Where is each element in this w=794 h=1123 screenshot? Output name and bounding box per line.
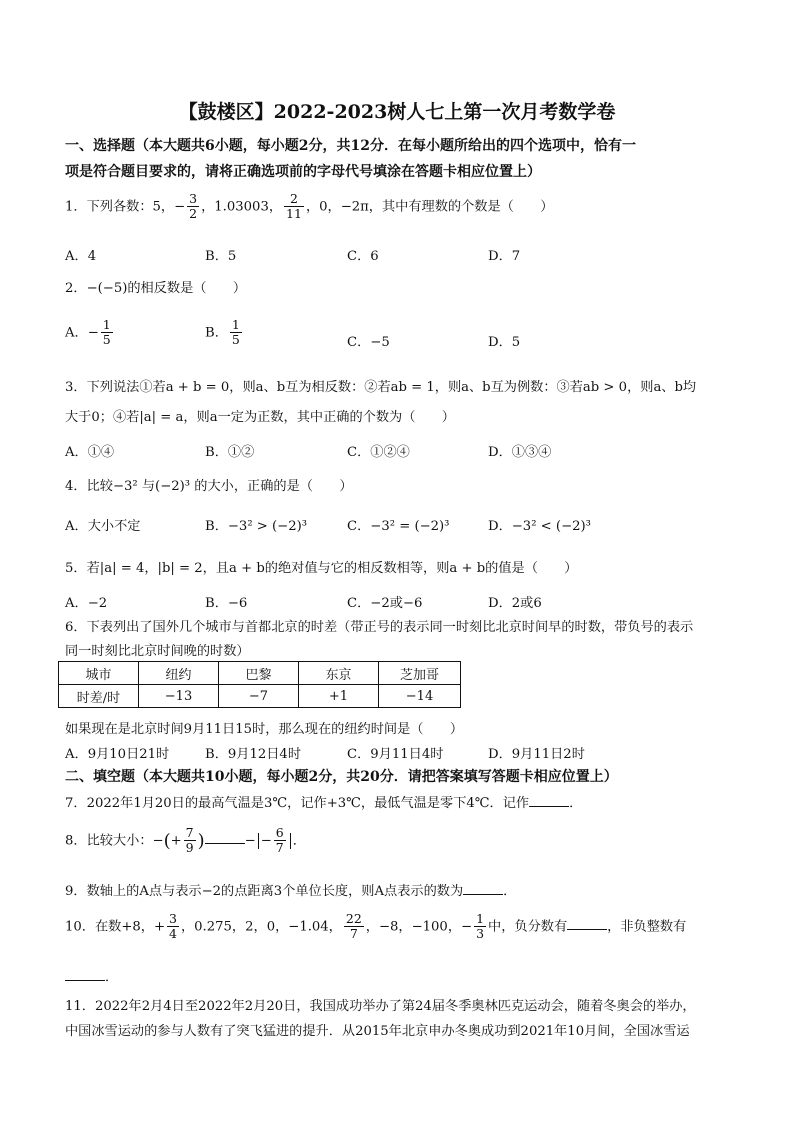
q2-option-b <box>205 318 244 348</box>
table-cell: 纽约 <box>139 662 219 685</box>
question-10-continuation <box>65 966 118 985</box>
question-3-line1: 3．下列说法①若a + b = 0，则a、b互为相反数：②若ab = 1，则a、b互为例数：③若ab > 0，则a、b均 <box>65 380 697 395</box>
q10-f2-den: 7 <box>349 926 358 942</box>
table-cell: 城市 <box>59 662 139 685</box>
q1-mid: ，1.03003， <box>201 199 283 215</box>
q5-option-d: D．2或6 <box>488 596 542 611</box>
table-cell: 巴黎 <box>219 662 299 685</box>
q8-end: ． <box>292 833 306 849</box>
q9-text: 9．数轴上的A点与表示−2的点距离3个单位长度，则A点表示的数为 <box>65 884 464 899</box>
q8-g-num: 6 <box>275 825 284 840</box>
question-2-stem: 2．−(−5)的相反数是（ ） <box>65 281 247 296</box>
q3-option-a: A．①④ <box>65 445 115 460</box>
q2-option-d: D．5 <box>488 335 521 350</box>
q2-option-c: C．−5 <box>347 335 390 350</box>
q2-optA-den: 5 <box>102 332 111 348</box>
table-cell: 东京 <box>299 662 379 685</box>
q6-option-b: B．9月12日4时 <box>205 747 302 762</box>
q10-fraction-2 <box>344 912 364 942</box>
time-difference-table <box>58 661 461 708</box>
question-7 <box>65 792 582 811</box>
table-cell: −14 <box>379 685 461 708</box>
q8-fraction-1 <box>184 826 196 856</box>
q10-f3-num: 1 <box>476 911 485 926</box>
question-10 <box>65 912 686 942</box>
table-row <box>59 685 461 708</box>
q4-option-a: A．大小不定 <box>65 519 141 534</box>
table-cell: −7 <box>219 685 299 708</box>
table-cell: −13 <box>139 685 219 708</box>
q10-f1-den: 4 <box>169 926 177 942</box>
question-4-stem: 4．比较−3² 与(−2)³ 的大小，正确的是（ ） <box>65 479 353 494</box>
q2-optB-prefix: B． <box>205 325 228 341</box>
q1-option-d: D．7 <box>488 249 521 264</box>
q1-prefix: 1．下列各数：5，− <box>65 199 186 215</box>
q7-text: 7．2022年1月20日的最高气温是3℃，记作+3℃，最低气温是零下4℃．记作 <box>65 796 530 811</box>
q8-f-den: 9 <box>185 840 194 856</box>
q8-inner-sign: + <box>170 833 182 849</box>
question-6-line2: 同一时刻比北京时间晚的时数） <box>65 644 250 659</box>
q8-f-num: 7 <box>185 825 194 840</box>
q1-f1-num: 3 <box>189 191 198 206</box>
question-3-line2: 大于0；④若|a| = a，则a一定为正数，其中正确的个数为（ ） <box>65 410 455 425</box>
question-8: 8．比较大小：−(+ $\frac{7}{9}$ ) − − $\frac{6}{7}$ ． <box>65 825 306 856</box>
table-header-row <box>59 662 461 685</box>
q2-optA-prefix: A．− <box>65 325 99 341</box>
q10-fraction-3 <box>474 912 486 942</box>
question-11-line1: 11．2022年2月4日至2022年2月20日，我国成功举办了第24届冬季奥林匹克运动会，随着冬奥会的举办， <box>65 999 696 1014</box>
question-6-line3: 如果现在是北京时间9月11日15时，那么现在的纽约时间是（ ） <box>65 722 464 737</box>
q5-option-a: A．−2 <box>65 596 108 611</box>
q9-end: ． <box>503 884 517 899</box>
q10-prefix: 10．在数+8，+ <box>65 919 166 935</box>
q10-suffix: 中，负分数有 <box>488 919 568 935</box>
q6-option-a: A．9月10日21时 <box>65 747 170 762</box>
answer-blank[interactable] <box>463 882 503 895</box>
q10-suffix2: ，非负整数有 <box>607 919 687 935</box>
question-11-line2: 中国冰雪运动的参与人数有了突飞猛进的提升．从2015年北京申办冬奥成功到2021年10月间，全国冰雪运 <box>65 1024 690 1039</box>
q4-option-d: D．−3² < (−2)³ <box>488 519 591 534</box>
q1-f2-num: 2 <box>284 192 304 207</box>
q1-f1-den: 2 <box>189 206 198 222</box>
section1-heading-line1: 一、选择题（本大题共6小题，每小题2分，共12分．在每小题所给出的四个选项中，恰有一 <box>65 138 636 154</box>
section2-heading: 二、填空题（本大题共10小题，每小题2分，共20分．请把答案填写答题卡相应位置上） <box>65 769 618 785</box>
q4-option-c: C．−3² = (−2)³ <box>347 519 450 534</box>
q2-optB-num: 1 <box>231 317 240 332</box>
q10-mid2: ，−8，−100，− <box>365 919 473 935</box>
q8-g-den: 7 <box>275 840 284 856</box>
q3-option-c: C．①②④ <box>347 445 410 460</box>
q10-f3-den: 3 <box>476 926 485 942</box>
q5-option-b: B．−6 <box>205 596 248 611</box>
q10-end: ． <box>105 970 119 985</box>
q1-option-b: B．5 <box>205 249 237 264</box>
answer-blank[interactable] <box>529 794 569 807</box>
q1-f2-den: 11 <box>286 206 302 222</box>
q3-option-d: D．①③④ <box>488 445 552 460</box>
abs-bar-right <box>290 833 291 849</box>
page-title: 【鼓楼区】2022-2023树人七上第一次月考数学卷 <box>178 101 616 123</box>
open-paren: ( <box>163 830 171 852</box>
q5-option-c: C．−2或−6 <box>347 596 423 611</box>
q10-f2-num: 22 <box>345 911 362 926</box>
q2-optA-fraction <box>101 318 113 348</box>
q2-optB-fraction <box>230 318 242 348</box>
q3-option-b: B．①② <box>205 445 255 460</box>
q8-fraction-2 <box>274 826 286 856</box>
abs-bar-left <box>258 833 259 849</box>
section1-heading-line2: 项是符合题目要求的，请将正确选项前的字母代号填涂在答题卡相应位置上） <box>65 164 541 180</box>
question-5-stem: 5．若|a| = 4，|b| = 2，且a + b的绝对值与它的相反数相等，则a + b的值是（ ） <box>65 561 578 576</box>
q6-option-c: C．9月11日4时 <box>347 747 444 762</box>
q2-optB-den: 5 <box>231 332 240 348</box>
q8-mid: − <box>244 833 256 849</box>
q1-suffix: ，0，−2π，其中有理数的个数是（ ） <box>305 199 554 215</box>
q10-fraction-1 <box>167 912 179 942</box>
q1-fraction-1 <box>187 192 199 222</box>
question-9 <box>65 880 516 899</box>
q1-option-a: A．4 <box>65 249 97 264</box>
q1-fraction-2 <box>284 192 304 222</box>
q7-end: ． <box>569 796 583 811</box>
table-cell: 时差/时 <box>59 685 139 708</box>
close-paren: ) <box>197 830 205 852</box>
table-cell: +1 <box>299 685 379 708</box>
q8-prefix: 8．比较大小：− <box>65 833 164 849</box>
table-cell: 芝加哥 <box>379 662 461 685</box>
question-6-line1: 6．下表列出了国外几个城市与首都北京的时差（带正号的表示同一时刻比北京时间早的时数，带负号的表示 <box>65 620 694 635</box>
answer-blank[interactable] <box>205 831 245 844</box>
q1-option-c: C．6 <box>347 249 379 264</box>
q2-optA-num: 1 <box>102 317 111 332</box>
q10-mid: ，0.275，2，0，−1.04， <box>180 919 342 935</box>
q10-f1-num: 3 <box>169 911 177 926</box>
answer-blank[interactable] <box>567 917 607 930</box>
q6-option-d: D．9月11日2时 <box>488 747 585 762</box>
answer-blank[interactable] <box>65 968 105 981</box>
question-1-stem <box>65 192 553 222</box>
q2-option-a <box>65 318 115 348</box>
q4-option-b: B．−3² > (−2)³ <box>205 519 308 534</box>
